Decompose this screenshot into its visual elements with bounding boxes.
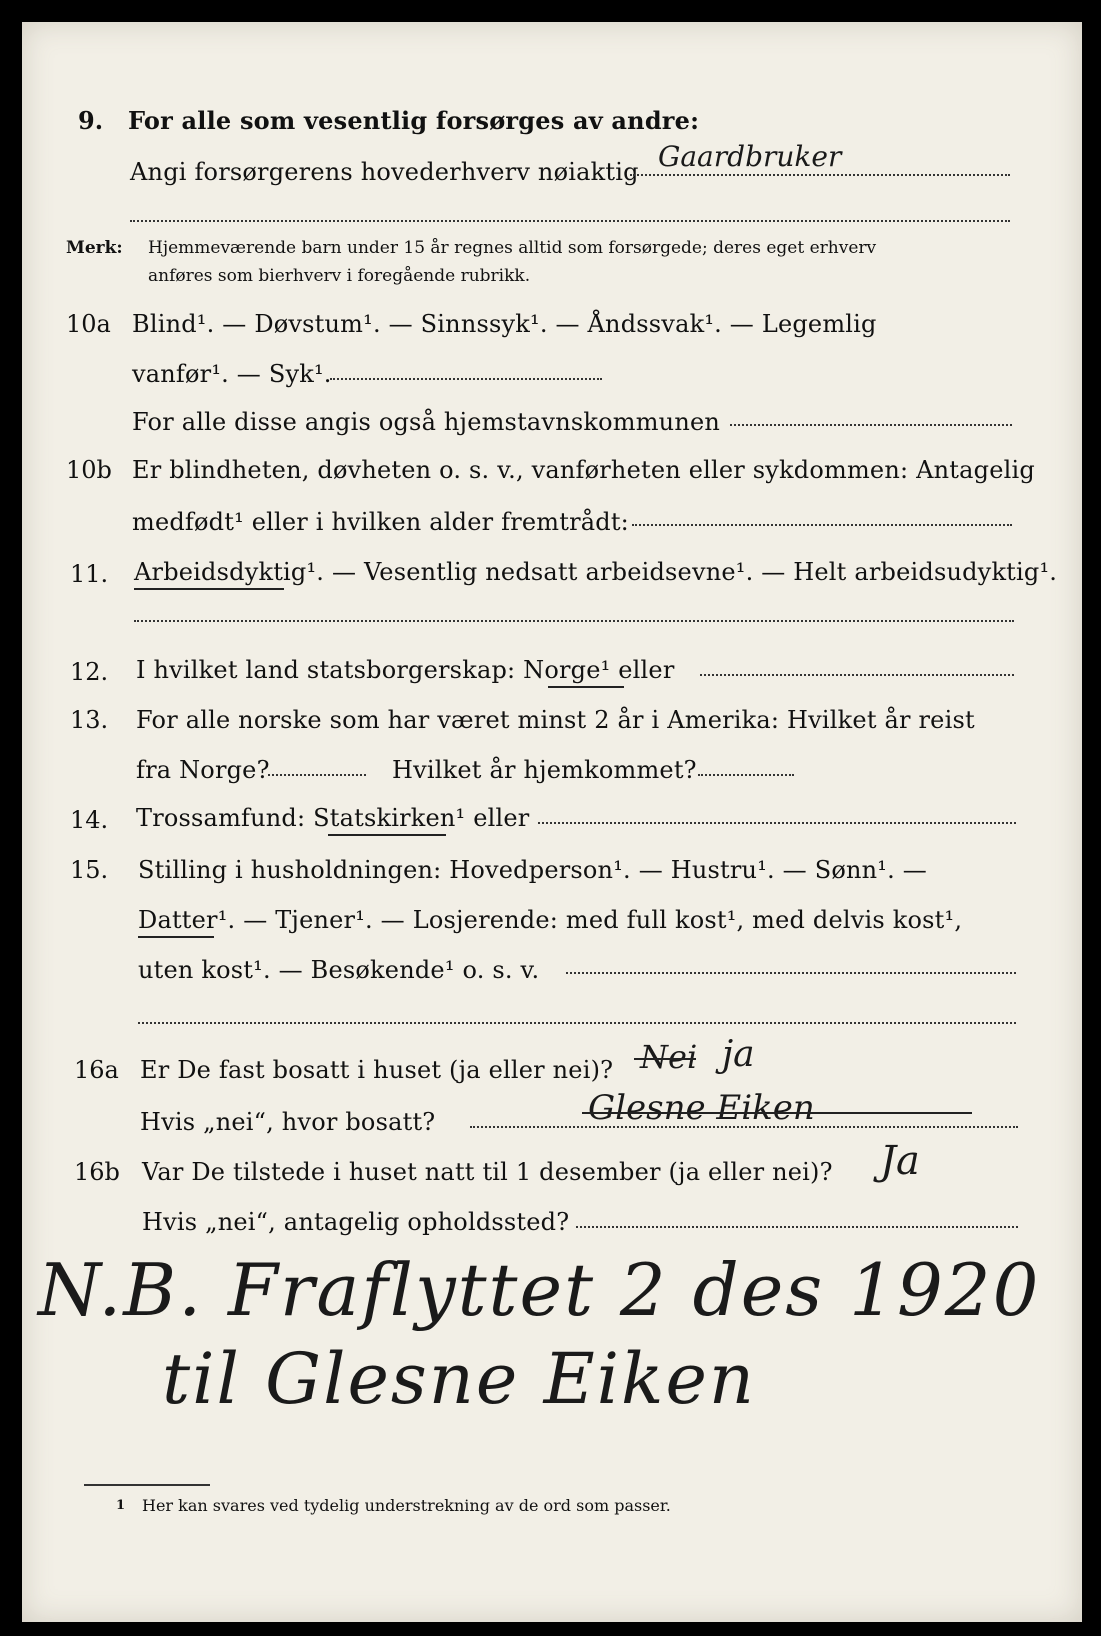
footnote-rule	[84, 1484, 210, 1486]
q15-line1: Stilling i husholdningen: Hovedperson¹. — Hustru¹. — Sønn¹. —	[138, 856, 927, 884]
footnote-text: Her kan svares ved tydelig understrekning av de ord som passer.	[142, 1496, 671, 1515]
handwritten-note-line2: til Glesne Eiken	[162, 1338, 756, 1420]
q12-underline-norge	[548, 686, 624, 688]
q16a-struck-answer: Nei	[640, 1038, 698, 1076]
q10b-line2: medfødt¹ eller i hvilken alder fremtrådt:	[132, 508, 629, 536]
q12-line1: I hvilket land statsborgerskap: Norge¹ eller	[136, 656, 675, 684]
q9-number: 9.	[78, 106, 104, 135]
q10a-number: 10a	[66, 310, 111, 338]
q16a-line1: Er De fast bosatt i huset (ja eller nei)?	[140, 1056, 614, 1084]
q14-underline-statskirken	[328, 834, 446, 836]
q11-underline-arbeidsdyktig	[134, 588, 284, 590]
q15-number: 15.	[70, 856, 109, 884]
q11-line1: Arbeidsdyktig¹. — Vesentlig nedsatt arbeidsevne¹. — Helt arbeidsudyktig¹.	[134, 558, 1058, 586]
q16b-number: 16b	[74, 1158, 120, 1186]
q16b-line2: Hvis „nei“, antagelig opholdssted?	[142, 1208, 570, 1236]
q15-line2: Datter¹. — Tjener¹. — Losjerende: med full kost¹, med delvis kost¹,	[138, 906, 963, 934]
q16a-line2: Hvis „nei“, hvor bosatt?	[140, 1108, 436, 1136]
q10a-line2: vanfør¹. — Syk¹.	[132, 360, 332, 388]
q13-line2a: fra Norge?	[136, 756, 270, 784]
q10b-number: 10b	[66, 456, 112, 484]
merk-label: Merk:	[66, 238, 123, 258]
q13-line1: For alle norske som har været minst 2 år i Amerika: Hvilket år reist	[136, 706, 975, 734]
q10a-line1: Blind¹. — Døvstum¹. — Sinnssyk¹. — Åndssvak¹. — Legemlig	[132, 310, 877, 338]
q14-line1: Trossamfund: Statskirken¹ eller	[136, 804, 530, 832]
q16b-answer: Ja	[880, 1138, 920, 1184]
q11-number: 11.	[70, 560, 109, 588]
q10b-line1: Er blindheten, døvheten o. s. v., vanførheten eller sykdommen: Antagelig	[132, 456, 1035, 484]
q15-underline-datter	[138, 936, 214, 938]
census-form-page	[22, 22, 1082, 1622]
q9-line1: For alle som vesentlig forsørges av andre:	[128, 106, 700, 135]
q13-number: 13.	[70, 706, 109, 734]
q14-number: 14.	[70, 806, 109, 834]
q12-number: 12.	[70, 658, 109, 686]
q16a-number: 16a	[74, 1056, 119, 1084]
handwritten-note-line1: N.B. Fraflyttet 2 des 1920	[38, 1248, 1041, 1332]
merk-line2: anføres som bierhverv i foregående rubrikk.	[148, 266, 531, 286]
merk-line1: Hjemmeværende barn under 15 år regnes alltid som forsørgede; deres eget erhverv	[148, 238, 877, 258]
q9-answer: Gaardbruker	[658, 140, 842, 173]
q9-line2: Angi forsørgerens hovederhverv nøiaktig	[130, 158, 639, 186]
q10a-line3: For alle disse angis også hjemstavnskommunen	[132, 408, 721, 436]
q13-line2b: Hvilket år hjemkommet?	[392, 756, 697, 784]
q16a-answer: ja	[722, 1034, 755, 1075]
q16a-struck-residence: Glesne Eiken	[588, 1088, 815, 1128]
footnote-mark: 1	[116, 1498, 126, 1513]
q16b-line1: Var De tilstede i huset natt til 1 desember (ja eller nei)?	[142, 1158, 833, 1186]
q15-line3: uten kost¹. — Besøkende¹ o. s. v.	[138, 956, 540, 984]
